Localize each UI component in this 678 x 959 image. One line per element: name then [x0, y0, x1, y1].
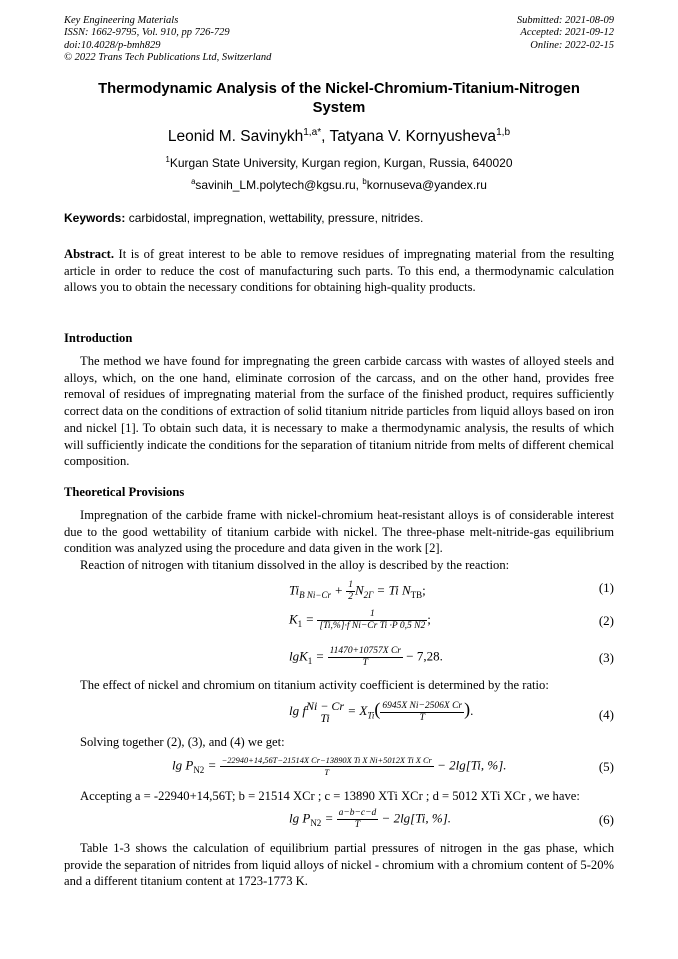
theory-paragraph-6: Table 1-3 shows the calculation of equilibrium partial pressures of nitrogen in the gas phase, which provide the separation of nitrides from liquid alloys of nickel - chromium with a chromium content of 5-20% and a different titanium content at 1723-1773 K.: [64, 841, 614, 889]
equation-4: lg f Ni − Cr Ti = $X_{Ti}$( $\frac{\text{6945X Ni−2506X Cr}}{T}$ ). (4): [289, 699, 614, 726]
email-b[interactable]: kornuseva@yandex.ru: [366, 178, 487, 192]
journal-name: Key Engineering Materials: [64, 15, 179, 26]
author-1: Leonid M. Savinykh: [167, 128, 304, 145]
paper-title: Thermodynamic Analysis of the Nickel-Chromium-Titanium-Nitrogen System: [98, 81, 580, 116]
email-a[interactable]: savinih_LM.polytech@kgsu.ru,: [195, 178, 363, 192]
emails: $^a$savinih_LM.polytech@kgsu.ru, $^b$kornuseva@yandex.ru: [191, 177, 487, 192]
theory-heading: Theoretical Provisions: [64, 485, 185, 499]
intro-paragraph: The method we have found for impregnating the green carbide carcass with wastes of alloyed steels and alloys, which, on the one hand, eliminate corrosion of the carcass, and on the other hand, provides free removal of residues of impregnating material from the surface of the finished product, requires sufficiently correct data on the conditions of extraction of solid titanium nitride particles from liquid alloys based on iron and nickel [1]. To obtain such data, it is necessary to make a thermodynamic analysis, the results of which will sufficiently indicate the conditions for the separation of titanium nitride from melts of different chemical composition.: [64, 354, 614, 469]
equation-5: $\lg P_{N2}$ = $\frac{\text{−22940+14,56T−21514X Cr−13890X Ti X Ni+5012X Ti X Cr}}{T}$ − 2lg[Ti, %]. (5): [172, 756, 614, 777]
submitted-date: Submitted: 2021-08-09: [516, 15, 614, 26]
dates-info: [517, 15, 614, 52]
intro-heading: Introduction: [64, 331, 133, 345]
equation-2: $K_1$ = $\frac{1}{\text{[Ti,\%]·f Ni−Cr Ti ·P 0,5 N2}}$ ; (2): [289, 609, 614, 631]
doi: doi:10.4028/p-bmh829: [64, 39, 161, 51]
theory-paragraph-2: Reaction of nitrogen with titanium dissolved in the alloy is described by the reaction:: [80, 558, 510, 572]
equation-3: lgK$_1$ = $\frac{\text{11470+10757X Cr}}{T}$ − 7,28. (3): [289, 646, 614, 668]
theory-paragraph-5: Accepting a = -22940+14,56T; b = 21514 XCr ; c = 13890 XTi XCr ; d = 5012 XTi XCr , we have:: [80, 789, 580, 803]
authors: Leonid M. Savinykh$^{1,a*}$, Tatyana V. Kornyusheva$^{1,b}$: [167, 126, 511, 145]
theory-paragraph-3: The effect of nickel and chromium on titanium activity coefficient is determined by the ratio:: [80, 678, 549, 692]
issn: ISSN: 1662-9795, Vol. 910, pp 726-729: [64, 27, 230, 39]
theory-paragraph-4: Solving together (2), (3), and (4) we get:: [80, 735, 285, 749]
online-date: Online: 2022-02-15: [530, 39, 614, 51]
author-2: Tatyana V. Kornyusheva: [329, 128, 497, 145]
theory-paragraph-1: Impregnation of the carbide frame with nickel-chromium heat-resistant alloys is of considerable interest due to the good wettability of titanium carbide with nickel. The three-phase melt-nitride-gas equilibrium condition was analyzed using the procedure and data given in the work [2].: [64, 508, 614, 556]
journal-info: [64, 15, 271, 64]
affiliation: $^1$Kurgan State University, Kurgan region, Kurgan, Russia, 640020: [165, 155, 513, 170]
equation-6: $\lg P_{N2}$ = $\frac{a-b-c-d}{T}$ − 2lg[Ti, %]. (6): [289, 808, 614, 830]
copyright: © 2022 Trans Tech Publications Ltd, Switzerland: [64, 51, 272, 63]
accepted-date: Accepted: 2021-09-12: [520, 27, 614, 39]
keywords: Keywords: carbidostal, impregnation, wettability, pressure, nitrides.: [64, 211, 424, 225]
abstract: Abstract. It is of great interest to be able to remove residues of impregnating material from the resulting article in order to reduce the cost of manufacturing such parts. To this end, a thermodynamic calculation allows you to obtain the necessary conditions for obtaining high-quality products.: [64, 247, 614, 295]
equation-1: $Ti_{B Ni-Cr}$ + $\frac{1}{2}$ $N_{2\Gamma} = Ti$ $N_{TB}$; (1): [289, 580, 614, 602]
